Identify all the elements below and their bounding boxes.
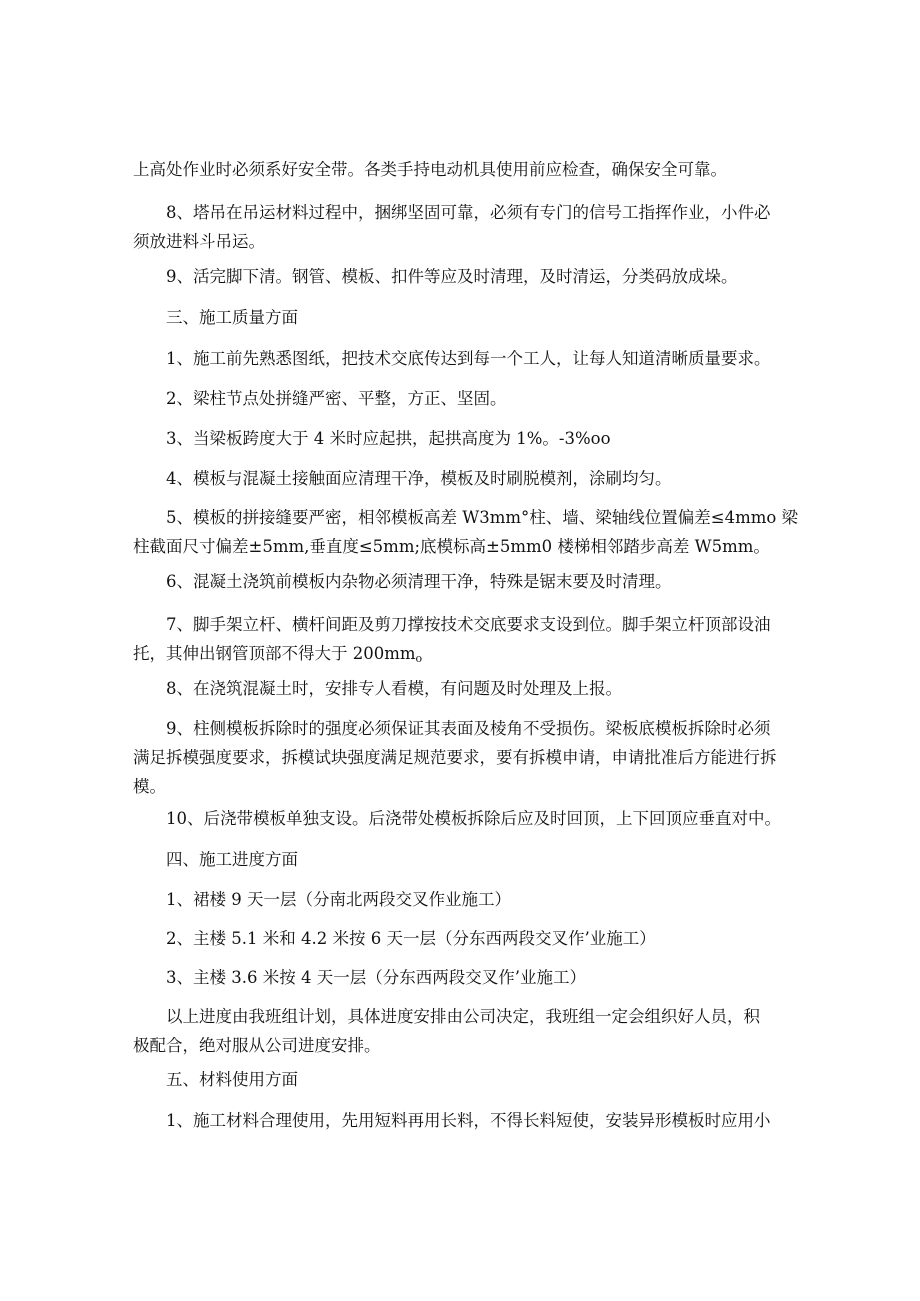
text-line: 8、塔吊在吊运材料过程中，捆绑坚固可靠，必须有专门的信号工指挥作业，小件必 bbox=[166, 203, 771, 222]
text-line bbox=[133, 639, 823, 673]
paragraph-schedule-note bbox=[133, 1002, 823, 1060]
paragraph-quality-10 bbox=[133, 804, 823, 833]
text-line: 9、活完脚下清。钢管、模板、扣件等应及时清理，及时清运，分类码放成垛。 bbox=[166, 267, 738, 286]
text-line: 1、裙楼 9 天一层（分南北两段交叉作业施工） bbox=[166, 890, 511, 909]
text-line: 三、施工质量方面 bbox=[166, 308, 298, 327]
text-line: 8、在浇筑混凝土时，安排专人看模，有问题及时处理及上报。 bbox=[166, 679, 622, 698]
paragraph-clean-up bbox=[133, 262, 823, 291]
text-line: 9、柱侧模板拆除时的强度必须保证其表面及棱角不受损伤。梁板底模板拆除时必须 bbox=[166, 719, 771, 738]
paragraph-quality-4 bbox=[133, 464, 823, 493]
paragraph-crane-hoisting bbox=[133, 198, 823, 256]
text-line: 7、脚手架立杆、横杆间距及剪刀撑按技术交底要求支设到位。脚手架立杆顶部设油 bbox=[166, 615, 771, 634]
paragraph-quality-8 bbox=[133, 674, 823, 703]
section-heading-schedule bbox=[133, 845, 823, 874]
text-line: 以上进度由我班组计划，具体进度安排由公司决定，我班组一定会组织好人员，积 bbox=[166, 1007, 760, 1026]
text-line: 上高处作业时必须系好安全带。各类手持电动机具使用前应检查，确保安全可靠。 bbox=[133, 160, 727, 179]
text-line: 模。 bbox=[133, 777, 166, 796]
paragraph-quality-2 bbox=[133, 384, 823, 413]
paragraph-schedule-2 bbox=[133, 924, 823, 953]
paragraph-quality-1 bbox=[133, 344, 823, 373]
paragraph-quality-7 bbox=[133, 610, 823, 673]
text-line: 柱截面尺寸偏差±5mm,垂直度≤5mm;底模标高±5mm0 楼梯相邻踏步高差 W5mm。 bbox=[133, 537, 770, 556]
text-line: 四、施工进度方面 bbox=[166, 850, 298, 869]
text-line: 须放进料斗吊运。 bbox=[133, 232, 265, 251]
paragraph-schedule-3 bbox=[133, 963, 823, 992]
paragraph-quality-5 bbox=[133, 503, 823, 561]
section-heading-materials bbox=[133, 1065, 823, 1094]
paragraph-quality-3 bbox=[133, 424, 823, 453]
text-line-body: 托，其伸出钢管顶部不得大于 200mm bbox=[133, 644, 416, 663]
text-line: 五、材料使用方面 bbox=[166, 1070, 298, 1089]
paragraph-quality-9 bbox=[133, 714, 823, 801]
subscript-mark: o bbox=[415, 652, 423, 665]
text-line: 10、后浇带模板单独支设。后浇带处模板拆除后应及时回顶，上下回顶应垂直对中。 bbox=[166, 809, 781, 828]
paragraph-materials-1 bbox=[133, 1106, 823, 1135]
paragraph-safety-belt bbox=[133, 155, 823, 184]
text-line: 极配合，绝对服从公司进度安排。 bbox=[133, 1036, 381, 1055]
text-line: 6、混凝土浇筑前模板内杂物必须清理干净，特殊是锯末要及时清理。 bbox=[166, 572, 672, 591]
text-line: 5、模板的拼接缝要严密，相邻模板高差 W3mm°柱、墙、梁轴线位置偏差≤4mmo 梁 bbox=[166, 508, 799, 527]
text-line: 1、施工材料合理使用，先用短料再用长料，不得长料短使，安装异形模板时应用小 bbox=[166, 1111, 771, 1130]
section-heading-quality bbox=[133, 303, 823, 332]
text-line: 满足拆模强度要求，拆模试块强度满足规范要求，要有拆模申请，申请批准后方能进行拆 bbox=[133, 748, 777, 767]
text-line: 1、施工前先熟悉图纸，把技术交底传达到每一个工人，让每人知道清晰质量要求。 bbox=[166, 349, 771, 368]
text-line: 3、当梁板跨度大于 4 米时应起拱，起拱高度为 1%。-3%oo bbox=[166, 429, 611, 448]
text-line: 2、梁柱节点处拼缝严密、平整，方正、坚固。 bbox=[166, 389, 507, 408]
text-line: 3、主楼 3.6 米按 4 天一层（分东西两段交叉作’业施工） bbox=[166, 968, 586, 987]
text-line: 4、模板与混凝土接触面应清理干净，模板及时刷脱模剂，涂刷均匀。 bbox=[166, 469, 672, 488]
paragraph-schedule-1 bbox=[133, 885, 823, 914]
text-line: 2、主楼 5.1 米和 4.2 米按 6 天一层（分东西两段交叉作’业施工） bbox=[166, 929, 656, 948]
paragraph-quality-6 bbox=[133, 567, 823, 596]
